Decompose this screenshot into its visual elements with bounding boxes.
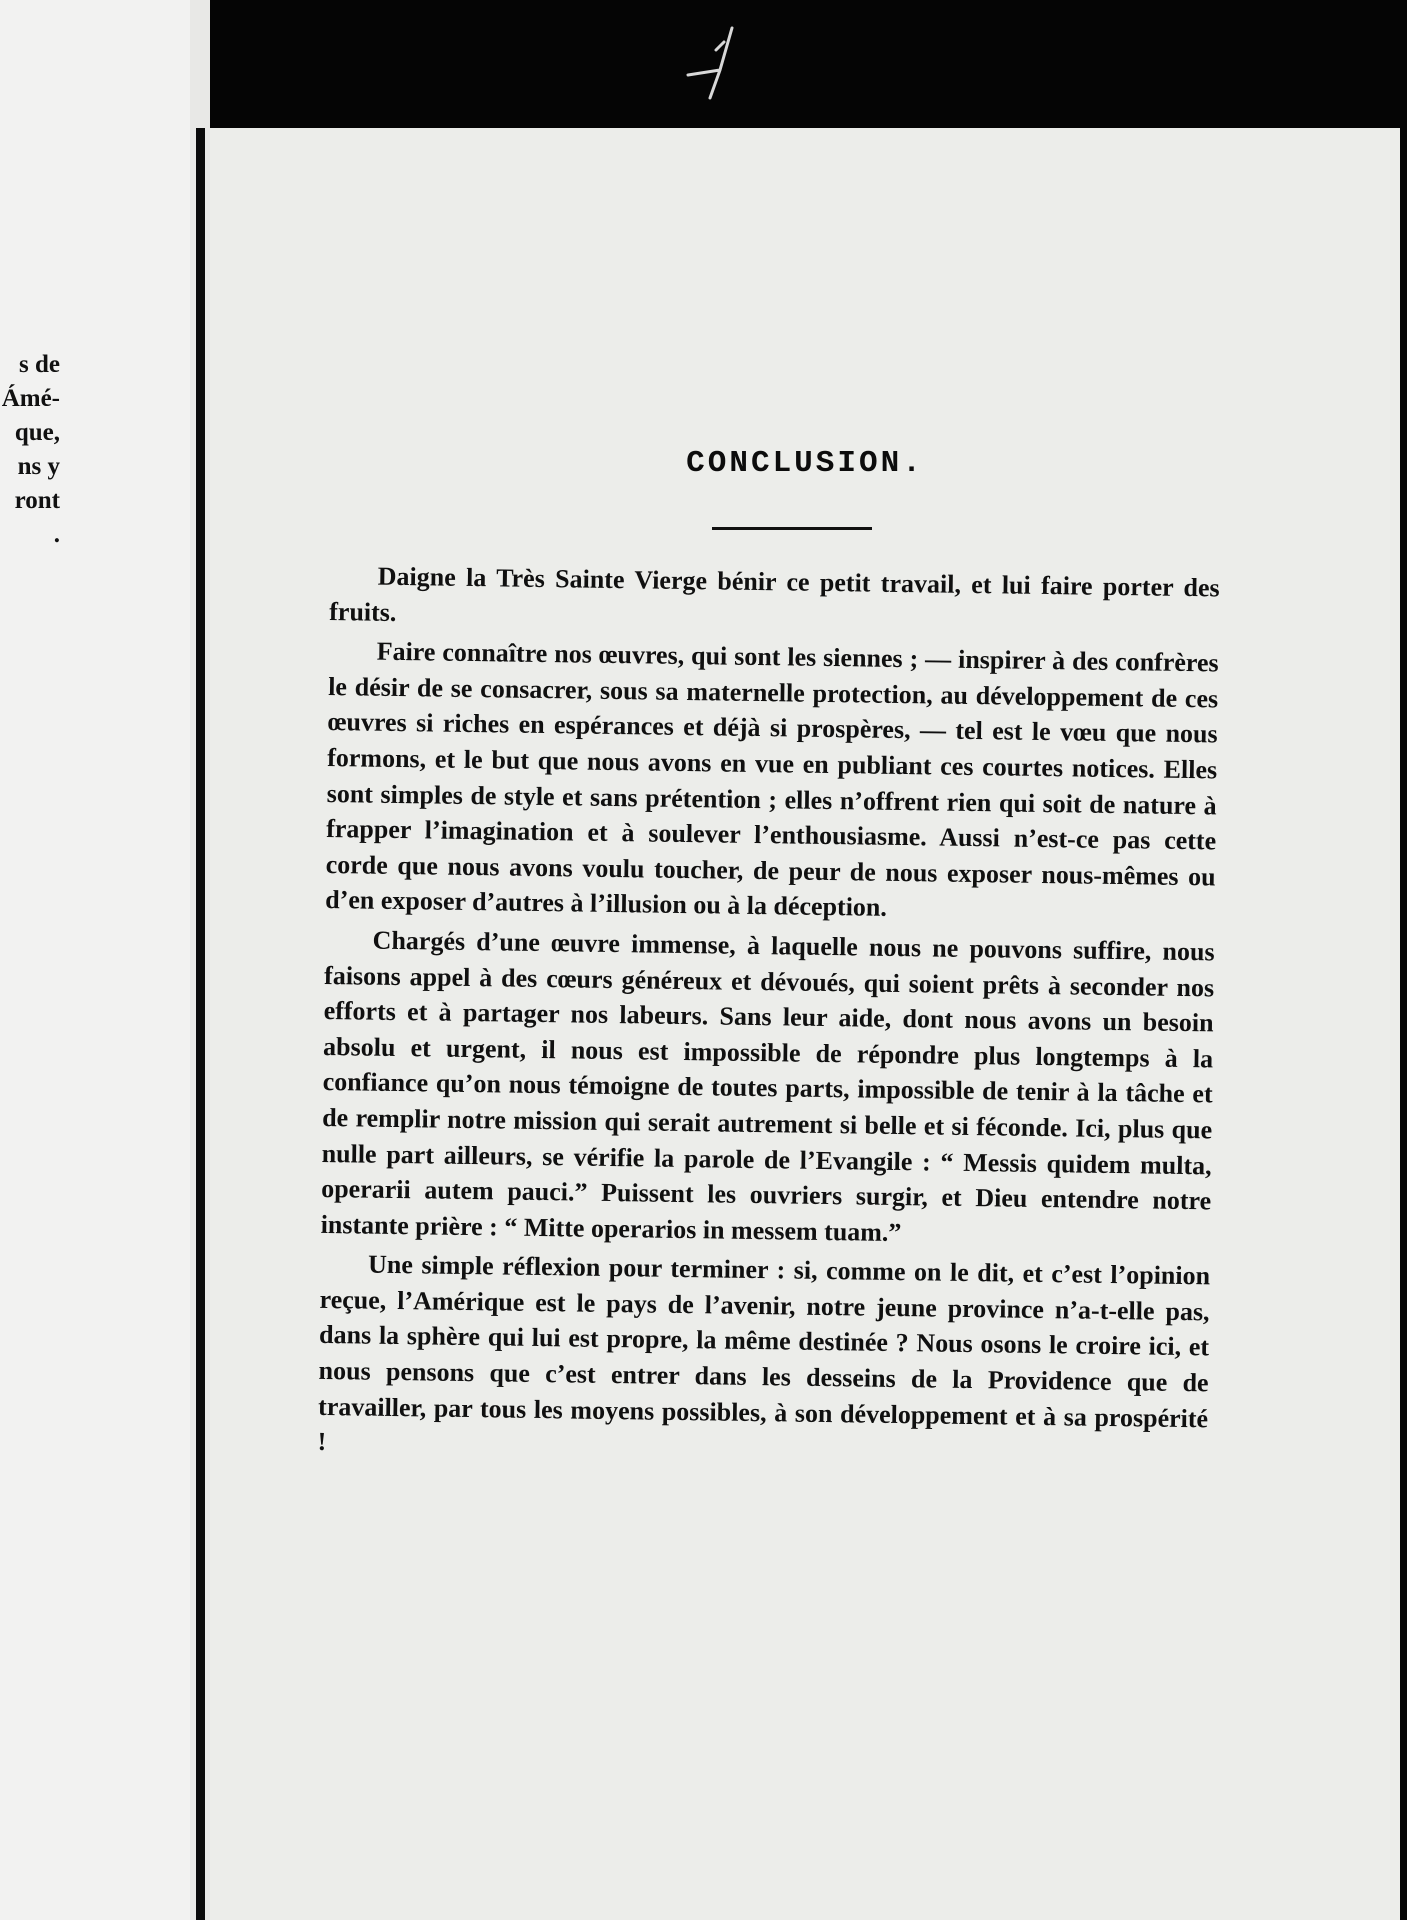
paragraph: Daigne la Très Sainte Vierge bénir ce petit travail, et lui faire porter des fruits. bbox=[329, 561, 1220, 627]
paragraph: Une simple réflexion pour terminer : si, comme on le dit, et c’est l’opinion reçue, l’Amérique est le pays de l’avenir, notre jeune province n’a-t-elle pas, dans la sphère qui lui est propre, la même destinée ? Nous osons le croire ici, et nous pensons que c’est entrer dans les desseins de la Providence que de travailler, par tous les moyens possibles, à son développement et à sa prospérité ! bbox=[317, 1249, 1211, 1457]
adjacent-line: s de bbox=[19, 351, 60, 378]
adjacent-line: ns y bbox=[17, 453, 60, 480]
scanned-page bbox=[210, 128, 1400, 1920]
adjacent-line: que, bbox=[14, 419, 60, 446]
spine-shadow bbox=[196, 128, 205, 1920]
body-text bbox=[315, 558, 1220, 1670]
paragraph: Chargés d’une œuvre immense, à laquelle nous ne pouvons suffire, nous faisons appel à des cœurs généreux et dévoués, qui soient prêts à seconder nos efforts et à partager nos labeurs. Sans leur aide, dont nous avons un besoin absolu et urgent, il nous est impossible de répondre plus longtemps à la confiance qu’on nous témoigne de toutes parts, impossible de tenir à la tâche et de remplir notre mission qui serait autrement si belle et si féconde. Ici, plus que nulle part ailleurs, se vérifie la parole de l’Evangile : “ Messis quidem multa, operarii autem pauci.” Puissent les ouvriers surgir, et Dieu entendre notre instante prière : “ Mitte operarios in messem tuam.” bbox=[320, 925, 1215, 1247]
adjacent-line: Ámé- bbox=[1, 385, 60, 412]
adjacent-line: . bbox=[53, 521, 60, 548]
title-rule bbox=[712, 527, 872, 530]
page-title: CONCLUSION. bbox=[686, 446, 924, 481]
handwritten-mark bbox=[680, 20, 750, 100]
adjacent-page bbox=[0, 0, 190, 1920]
adjacent-page-text bbox=[0, 348, 60, 552]
paragraph: Faire connaître nos œuvres, qui sont les siennes ; — inspirer à des confrères le désir de se consacrer, sous sa maternelle protection, au développement de ces œuvres si riches en espérances et déjà si prospères, — tel est le vœu que nous formons, et le but que nous avons en vue en publiant ces courtes notices. Elles sont simples de style et sans prétention ; elles n’offrent rien qui soit de nature à frapper l’imagination et à soulever l’enthousiasme. Aussi n’est-ce pas cette corde que nous avons voulu toucher, de peur de nous exposer nous-mêmes ou d’en exposer d’autres à l’illusion ou à la déception. bbox=[325, 636, 1219, 923]
adjacent-line: ront bbox=[14, 487, 60, 514]
